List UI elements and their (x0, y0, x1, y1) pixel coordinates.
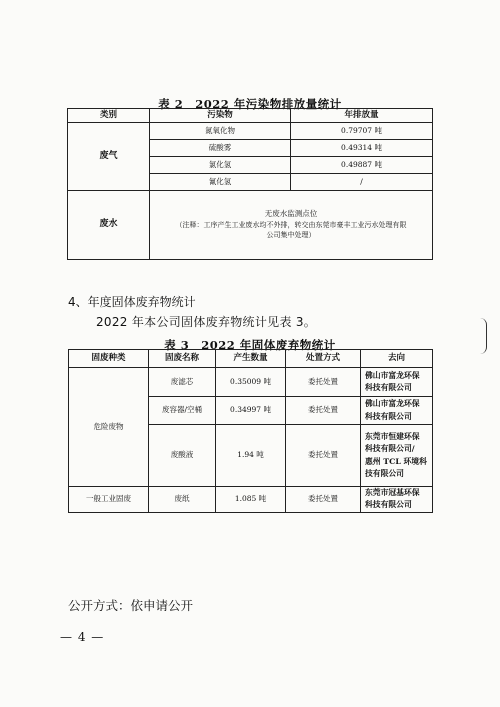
water-note-line: （注释：工序产生工业废水均不外排，转交由东莞市豪丰工业污水处理有限 (175, 221, 407, 230)
quantity-cell: 1.085 吨 (216, 487, 286, 513)
destination-line: 惠州 TCL 环境科 (365, 456, 427, 466)
table-row (68, 123, 433, 140)
water-note-cell (150, 191, 433, 260)
pollutant-emission-table (67, 108, 433, 260)
destination-line: 佛山市富龙环保 (365, 399, 420, 409)
destination-line: 科技有限公司 (365, 500, 412, 510)
amount-cell: 0.49887 吨 (291, 157, 433, 174)
header-waste-name: 固废名称 (149, 350, 216, 368)
section-heading: 4、年度固体废弃物统计 (68, 295, 196, 309)
disclosure-method: 公开方式：依申请公开 (68, 598, 194, 613)
header-quantity: 产生数量 (216, 350, 286, 368)
table-row (69, 487, 433, 513)
quantity-cell: 0.34997 吨 (216, 397, 286, 425)
table3-caption: 表 3 2022 年固体废弃物统计 (164, 338, 336, 352)
quantity-cell: 1.94 吨 (216, 425, 286, 487)
amount-cell: 0.79707 吨 (291, 123, 433, 140)
category-air: 废气 (68, 123, 150, 191)
waste-name-cell: 废容器/空桶 (149, 397, 216, 425)
disposal-cell: 委托处置 (286, 425, 361, 487)
quantity-cell: 0.35009 吨 (216, 368, 286, 397)
type-hazardous: 危险废物 (69, 368, 149, 487)
page-number: — 4 — (60, 630, 105, 644)
header-disposal: 处置方式 (286, 350, 361, 368)
pollutant-cell: 氮氧化物 (150, 123, 291, 140)
pollutant-cell: 氰化氢 (150, 174, 291, 191)
water-note-line: 无废水监测点位 (264, 209, 318, 219)
waste-name-cell: 废纸 (149, 487, 216, 513)
header-destination: 去向 (361, 350, 433, 368)
table-header-row (69, 350, 433, 368)
table-row (68, 191, 433, 260)
waste-name-cell: 废酸液 (149, 425, 216, 487)
table2-caption: 表 2 2022 年污染物排放量统计 (158, 97, 342, 111)
destination-line: 科技有限公司 (365, 383, 412, 392)
destination-line: 科技有限公司 (365, 411, 412, 421)
pollutant-cell: 氯化氢 (150, 157, 291, 174)
header-category: 类别 (68, 109, 150, 123)
destination-line: 科技有限公司/ (365, 444, 415, 454)
table-row (69, 368, 433, 397)
section-paragraph: 2022 年本公司固体废弃物统计见表 3。 (96, 315, 317, 329)
type-general: 一般工业固废 (69, 487, 149, 513)
header-waste-type: 固废种类 (69, 350, 149, 368)
destination-cell (361, 368, 433, 397)
disposal-cell: 委托处置 (286, 397, 361, 425)
destination-cell (361, 487, 433, 513)
solid-waste-table (68, 349, 433, 513)
destination-line: 技有限公司 (365, 468, 404, 478)
waste-name-cell: 废滤芯 (149, 368, 216, 397)
disposal-cell: 委托处置 (286, 487, 361, 513)
category-water: 废水 (68, 191, 150, 260)
water-note-line: 公司集中处理） (266, 231, 316, 240)
destination-line: 东莞市恒建环保 (365, 431, 420, 441)
table-header-row (68, 109, 433, 123)
pollutant-cell: 硫酸雾 (150, 140, 291, 157)
header-annual-emission: 年排放量 (291, 109, 433, 123)
destination-cell (361, 425, 433, 487)
disposal-cell: 委托处置 (286, 368, 361, 397)
destination-line: 东莞市冠基环保 (365, 488, 420, 497)
amount-cell: 0.49314 吨 (291, 140, 433, 157)
header-pollutant: 污染物 (150, 109, 291, 123)
amount-cell: / (291, 174, 433, 191)
destination-line: 佛山市富龙环保 (365, 370, 420, 380)
destination-cell (361, 397, 433, 425)
